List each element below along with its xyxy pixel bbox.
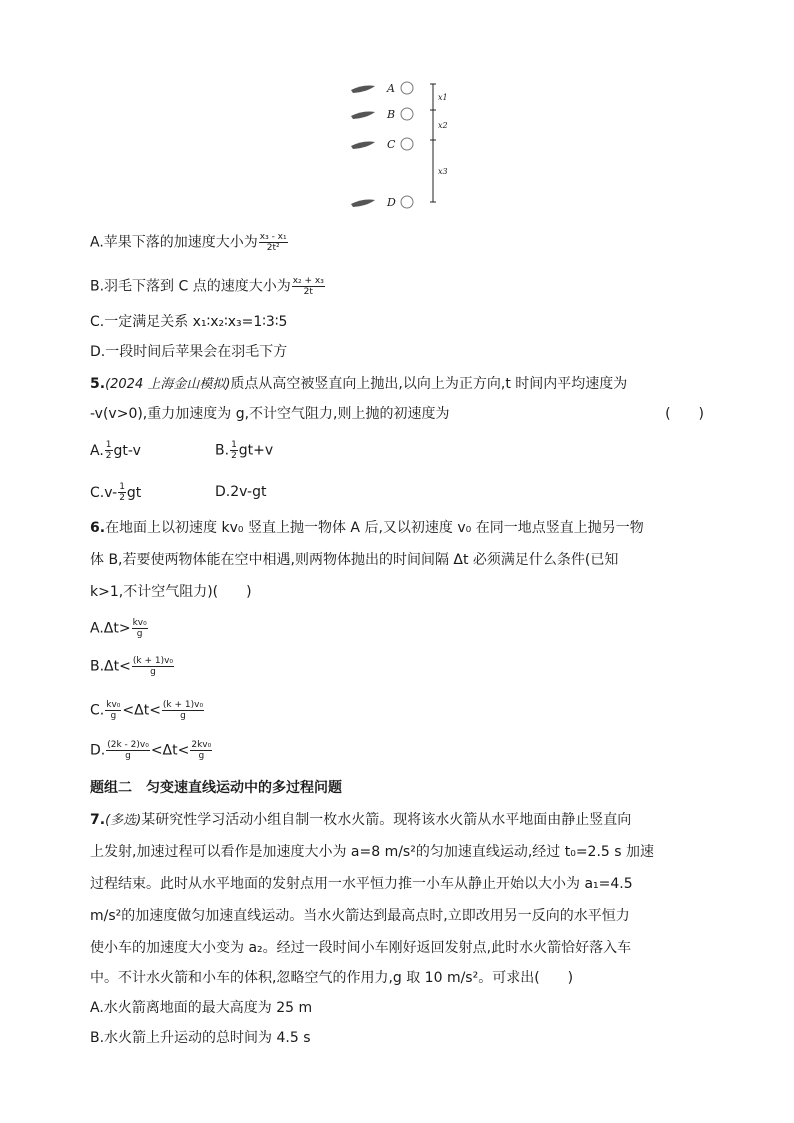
fraction: $\frac{\text{x₂ + x₃}}{2t}$	[292, 276, 324, 297]
feather-icon	[351, 86, 375, 208]
q7-stem-line3: 过程结束。此时从水平地面的发射点用一水平恒力推一小车从静止开始以大小为 a₁=4.5	[90, 876, 633, 892]
feather-apple-figure	[345, 76, 455, 211]
group-heading: 题组二 匀变速直线运动中的多过程问题	[90, 780, 342, 796]
q7-stem-line2: 上发射,加速过程可以看作是加速度大小为 a=8 m/s²的匀加速直线运动,经过 t₀=2.5 s 加速	[90, 844, 655, 860]
q7-stem-line6: 中。不计水火箭和小车的体积,忽略空气的作用力,g 取 10 m/s²。可求出( )	[90, 970, 574, 986]
fraction: $\frac{\text{x₃ - x₁}}{\text{2t²}}$	[259, 232, 287, 253]
q5-options-row1	[90, 440, 704, 461]
q4-option-c: C.一定满足关系 x₁∶x₂∶x₃=1∶3∶5	[90, 314, 288, 330]
q5-source: (2024 上海金山模拟)	[105, 377, 231, 392]
q6-option-b: B.Δt< $\frac{\text{(k + 1)v₀}}{g}$	[90, 656, 174, 677]
q6-stem-line2: 体 B,若要使两物体能在空中相遇,则两物体抛出的时间间隔 Δt 必须满足什么条件(已知	[90, 552, 619, 568]
q5-options-row2	[90, 482, 704, 503]
q6-option-a: A.Δt> $\frac{\text{kv₀}}{g}$	[90, 618, 147, 639]
q5-stem-line2: -v(v>0),重力加速度为 g,不计空气阻力,则上抛的初速度为 ( )	[90, 406, 704, 422]
q5-option-b: B. $\frac{1}{2}$ gt+v	[215, 440, 274, 461]
q6-number: 6.	[90, 520, 106, 536]
point-b-label: B	[387, 108, 396, 121]
q6-option-d: D. $\frac{\text{(2k - 2)v₀}}{g}$ <Δt< $\frac{\text{2kv₀}}{g}$	[90, 740, 212, 761]
q4-option-a: A.苹果下落的加速度大小为 $\frac{\text{x₃ - x₁}}{\text{2t²}}$	[90, 232, 287, 253]
q7-option-b: B.水火箭上升运动的总时间为 4.5 s	[90, 1030, 311, 1046]
point-c-label: C	[387, 138, 396, 151]
apple-icon	[401, 82, 413, 208]
point-d-label: D	[387, 196, 396, 209]
q4-option-d: D.一段时间后苹果会在羽毛下方	[90, 344, 288, 360]
q4-option-b: B.羽毛下落到 C 点的速度大小为 $\frac{\text{x₂ + x₃}}{2t}$	[90, 276, 324, 297]
q6-option-c: C. $\frac{\text{kv₀}}{g}$ <Δt< $\frac{\text{(k + 1)v₀}}{g}$	[90, 700, 204, 721]
point-a-label: A	[387, 82, 395, 95]
q7-stem-line5: 使小车的加速度大小变为 a₂。经过一段时间小车刚好返回发射点,此时水火箭恰好落入车	[90, 940, 632, 956]
q5-number: 5.	[90, 376, 106, 392]
q7-stem-line1: 7.(多选)某研究性学习活动小组自制一枚水火箭。现将该水火箭从水平地面由静止竖直向	[90, 812, 632, 828]
q6-stem-line3: k>1,不计空气阻力)( )	[90, 584, 252, 600]
distance-x3-label: x3	[438, 167, 448, 176]
q5-stem-line1: 5.(2024 上海金山模拟)质点从高空被竖直向上抛出,以向上为正方向,t 时间内平均速度为	[90, 376, 628, 392]
q7-stem-line4: m/s²的加速度做匀加速直线运动。当水火箭达到最高点时,立即改用另一反向的水平恒力	[90, 908, 630, 924]
q5-option-d: D.2v-gt	[215, 484, 267, 500]
q7-tag: (多选)	[105, 813, 142, 828]
q5-option-c: C.v- $\frac{1}{2}$ gt	[90, 482, 142, 503]
distance-x1-label: x1	[438, 93, 448, 102]
answer-paren: ( )	[665, 406, 704, 422]
q5-option-a: A. $\frac{1}{2}$ gt-v	[90, 440, 141, 461]
distance-x2-label: x2	[438, 121, 448, 130]
q7-option-a: A.水火箭离地面的最大高度为 25 m	[90, 1000, 313, 1016]
q6-stem-line1: 6.在地面上以初速度 kv₀ 竖直上抛一物体 A 后,又以初速度 v₀ 在同一地点竖直上抛另一物	[90, 520, 644, 536]
q7-number: 7.	[90, 812, 106, 828]
